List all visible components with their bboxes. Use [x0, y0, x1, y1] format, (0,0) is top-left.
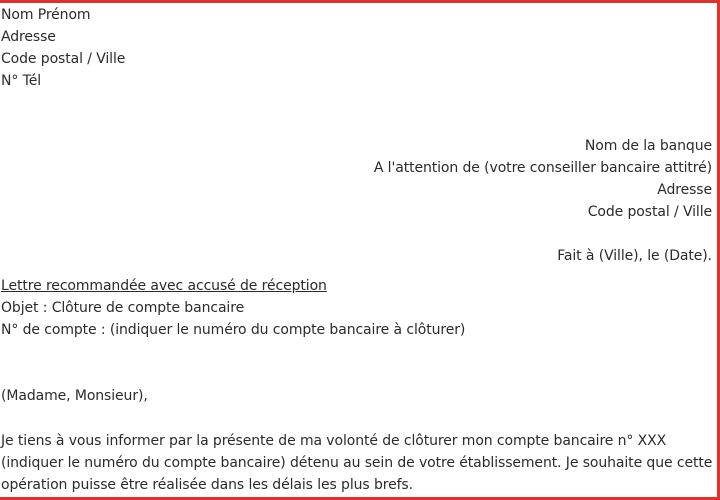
- salutation: (Madame, Monsieur),: [1, 388, 148, 404]
- sender-phone: N° Tél: [1, 73, 41, 89]
- body-line-3: opération puisse être réalisée dans les délais les plus brefs.: [1, 477, 413, 493]
- registered-mail-notice: Lettre recommandée avec accusé de réception: [1, 278, 327, 294]
- recipient-postal-city: Code postal / Ville: [587, 204, 712, 220]
- sender-name: Nom Prénom: [1, 7, 91, 23]
- body-line-2: (indiquer le numéro du compte bancaire) détenu au sein de votre établissement. Je souhaite que cette: [1, 455, 713, 471]
- body-line-1: Je tiens à vous informer par la présente de ma volonté de clôturer mon compte bancaire n° XXX: [1, 433, 667, 449]
- sender-address: Adresse: [1, 29, 56, 45]
- recipient-attention: A l'attention de (votre conseiller bancaire attitré): [373, 160, 712, 176]
- account-number: N° de compte : (indiquer le numéro du compte bancaire à clôturer): [1, 322, 466, 338]
- recipient-bank-name: Nom de la banque: [584, 138, 712, 154]
- recipient-address: Adresse: [657, 182, 712, 198]
- letter-subject: Objet : Clôture de compte bancaire: [1, 300, 245, 316]
- sender-postal-city: Code postal / Ville: [1, 51, 126, 67]
- place-date: Fait à (Ville), le (Date).: [557, 248, 712, 264]
